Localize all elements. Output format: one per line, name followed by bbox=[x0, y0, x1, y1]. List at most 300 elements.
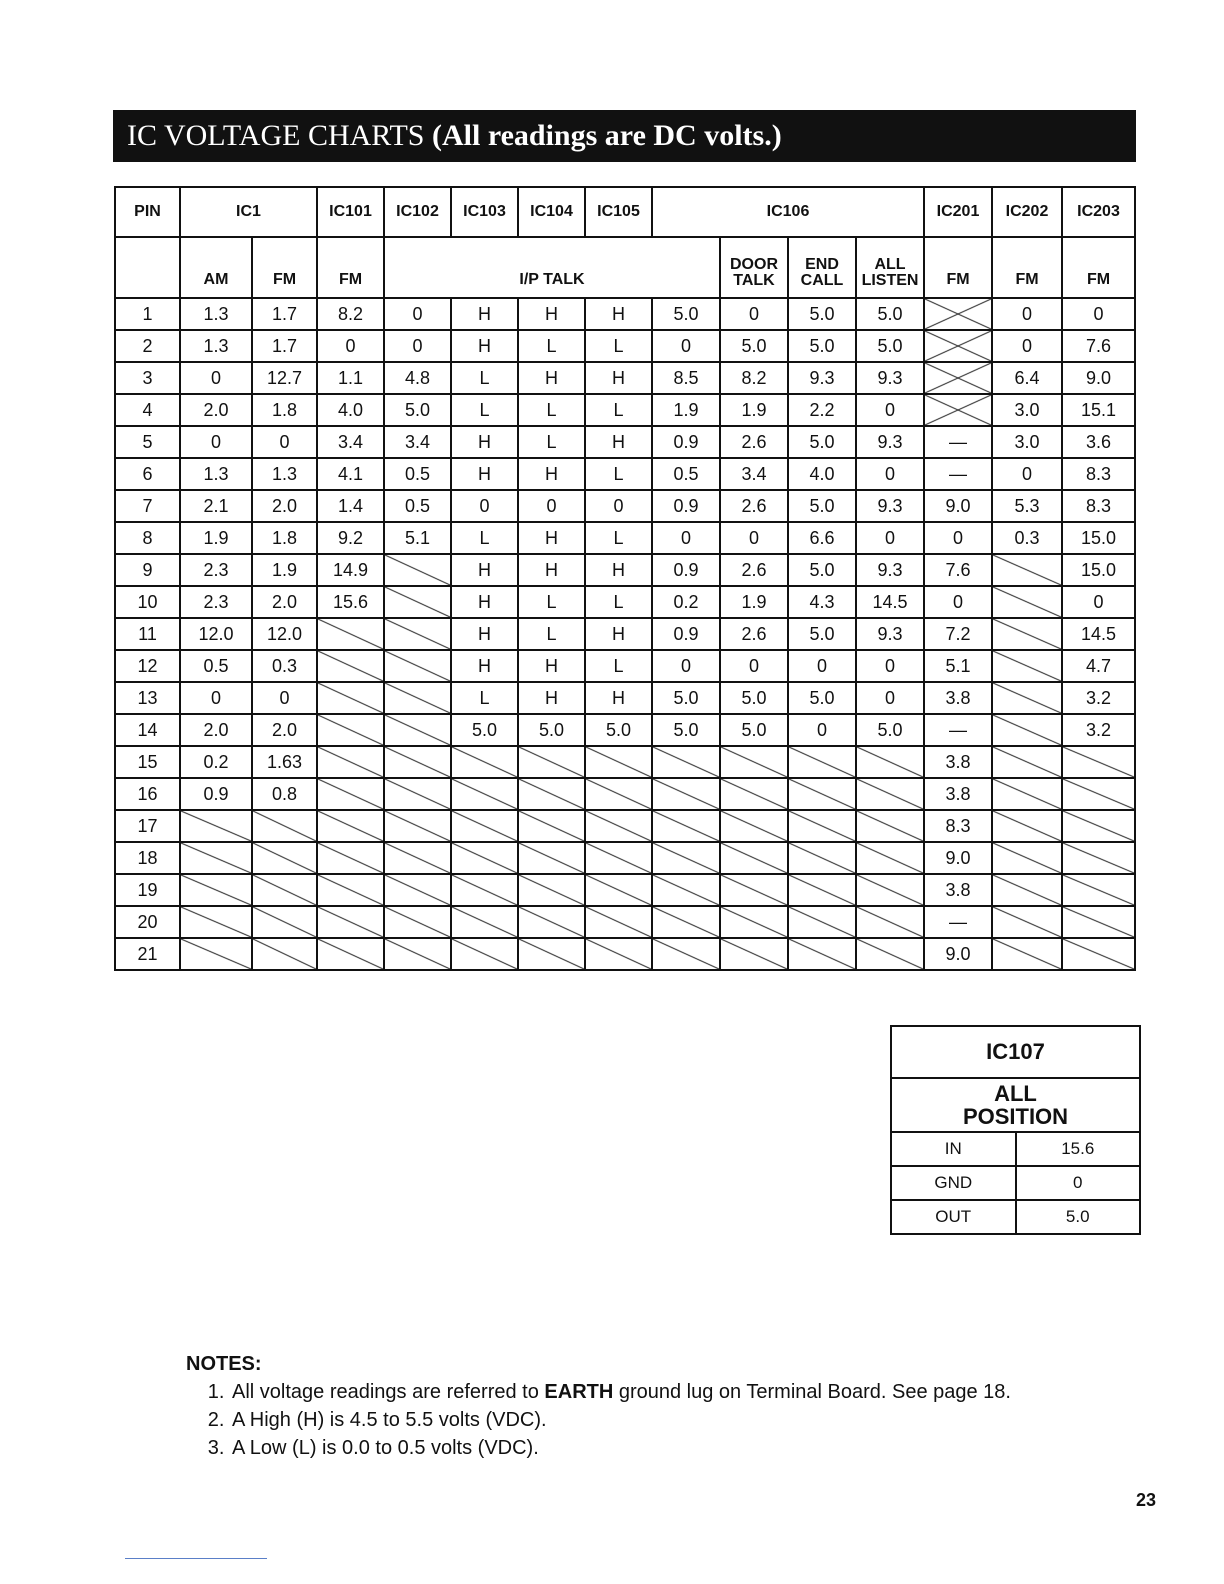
voltage-cell: 0 bbox=[924, 586, 992, 618]
ic107-subtitle-line2: POSITION bbox=[962, 1104, 1069, 1129]
voltage-cell: 5.0 bbox=[788, 426, 856, 458]
voltage-cell: 1.7 bbox=[252, 330, 317, 362]
voltage-cell: H bbox=[585, 426, 652, 458]
voltage-cell: 0.9 bbox=[652, 490, 720, 522]
voltage-cell: 5.0 bbox=[856, 298, 924, 330]
voltage-cell: 0 bbox=[384, 298, 451, 330]
not-applicable-cell bbox=[856, 874, 924, 906]
voltage-cell: 8.5 bbox=[652, 362, 720, 394]
table-row bbox=[115, 842, 1135, 874]
voltage-cell: — bbox=[924, 458, 992, 490]
voltage-cell: L bbox=[585, 394, 652, 426]
voltage-cell: 8.3 bbox=[1062, 458, 1135, 490]
voltage-cell: 0 bbox=[856, 394, 924, 426]
not-applicable-cell bbox=[384, 842, 451, 874]
header-ic1: IC1 bbox=[180, 187, 317, 237]
voltage-cell: 2.0 bbox=[180, 394, 252, 426]
not-applicable-cell bbox=[317, 746, 384, 778]
voltage-cell: L bbox=[518, 394, 585, 426]
voltage-cell: H bbox=[585, 554, 652, 586]
title-paren: (All readings are DC volts.) bbox=[432, 119, 782, 152]
voltage-cell: H bbox=[451, 618, 518, 650]
voltage-cell: 0 bbox=[856, 682, 924, 714]
voltage-cell: 5.0 bbox=[788, 618, 856, 650]
pin-number: 15 bbox=[115, 746, 180, 778]
voltage-cell: 12.0 bbox=[252, 618, 317, 650]
not-applicable-cell bbox=[518, 810, 585, 842]
voltage-cell: 15.0 bbox=[1062, 522, 1135, 554]
voltage-cell: 1.9 bbox=[720, 394, 788, 426]
voltage-cell: 2.3 bbox=[180, 586, 252, 618]
not-applicable-cell bbox=[384, 682, 451, 714]
not-applicable-cell bbox=[720, 906, 788, 938]
voltage-cell: H bbox=[518, 362, 585, 394]
voltage-cell: 3.0 bbox=[992, 394, 1062, 426]
not-applicable-cell bbox=[252, 874, 317, 906]
voltage-cell: H bbox=[451, 426, 518, 458]
table-row bbox=[115, 330, 1135, 362]
pin-number: 13 bbox=[115, 682, 180, 714]
voltage-cell: 8.2 bbox=[317, 298, 384, 330]
voltage-cell: 9.2 bbox=[317, 522, 384, 554]
voltage-cell: 0.2 bbox=[180, 746, 252, 778]
not-applicable-cell bbox=[585, 874, 652, 906]
voltage-cell: 2.6 bbox=[720, 490, 788, 522]
notes-list bbox=[186, 1378, 1011, 1462]
not-used-cell-x bbox=[924, 394, 992, 426]
not-applicable-cell bbox=[317, 810, 384, 842]
not-applicable-cell bbox=[992, 746, 1062, 778]
header-ic202-fm: FM bbox=[992, 237, 1062, 298]
voltage-cell: 15.0 bbox=[1062, 554, 1135, 586]
voltage-cell: 0 bbox=[720, 650, 788, 682]
voltage-cell: 0.2 bbox=[652, 586, 720, 618]
voltage-cell: 5.0 bbox=[652, 298, 720, 330]
pin-number: 6 bbox=[115, 458, 180, 490]
not-applicable-cell bbox=[720, 938, 788, 970]
voltage-cell: L bbox=[451, 522, 518, 554]
voltage-cell: 0 bbox=[180, 426, 252, 458]
not-used-cell-x bbox=[924, 330, 992, 362]
not-applicable-cell bbox=[384, 554, 451, 586]
not-applicable-cell bbox=[585, 938, 652, 970]
voltage-cell: 0 bbox=[652, 650, 720, 682]
voltage-cell: — bbox=[924, 426, 992, 458]
voltage-cell: 5.0 bbox=[384, 394, 451, 426]
voltage-cell: 3.8 bbox=[924, 874, 992, 906]
header-ic202: IC202 bbox=[992, 187, 1062, 237]
voltage-cell: H bbox=[451, 586, 518, 618]
not-applicable-cell bbox=[652, 810, 720, 842]
voltage-cell: — bbox=[924, 714, 992, 746]
voltage-cell: H bbox=[518, 458, 585, 490]
voltage-cell: 5.0 bbox=[788, 682, 856, 714]
not-applicable-cell bbox=[384, 650, 451, 682]
not-applicable-cell bbox=[180, 906, 252, 938]
not-applicable-cell bbox=[451, 938, 518, 970]
voltage-cell: H bbox=[451, 650, 518, 682]
table-row bbox=[115, 810, 1135, 842]
notes-heading: NOTES: bbox=[186, 1353, 262, 1375]
voltage-cell: 7.6 bbox=[1062, 330, 1135, 362]
voltage-cell: 2.1 bbox=[180, 490, 252, 522]
voltage-cell: 14.5 bbox=[856, 586, 924, 618]
not-applicable-cell bbox=[317, 906, 384, 938]
voltage-cell: 9.3 bbox=[856, 490, 924, 522]
voltage-cell: H bbox=[585, 298, 652, 330]
voltage-cell: 14.5 bbox=[1062, 618, 1135, 650]
ic107-title: IC107 bbox=[891, 1026, 1140, 1078]
note-item-2: 2. A High (H) is 4.5 to 5.5 volts (VDC). bbox=[230, 1406, 1011, 1434]
header-end-call-line1: END bbox=[805, 256, 839, 273]
voltage-cell: 5.0 bbox=[451, 714, 518, 746]
voltage-cell: 2.0 bbox=[180, 714, 252, 746]
ic107-row-in bbox=[891, 1132, 1140, 1166]
voltage-cell: 0.5 bbox=[384, 490, 451, 522]
voltage-cell: H bbox=[585, 362, 652, 394]
not-applicable-cell bbox=[720, 842, 788, 874]
pin-number: 17 bbox=[115, 810, 180, 842]
voltage-cell: 0 bbox=[856, 650, 924, 682]
not-applicable-cell bbox=[451, 842, 518, 874]
voltage-cell: 0 bbox=[1062, 298, 1135, 330]
table-row bbox=[115, 362, 1135, 394]
not-applicable-cell bbox=[180, 874, 252, 906]
voltage-cell: 9.0 bbox=[924, 490, 992, 522]
ic107-pin-value: 5.0 bbox=[1016, 1200, 1141, 1234]
voltage-cell: 5.0 bbox=[652, 682, 720, 714]
not-applicable-cell bbox=[992, 714, 1062, 746]
voltage-cell: H bbox=[518, 682, 585, 714]
voltage-cell: 15.6 bbox=[317, 586, 384, 618]
header-ic103: IC103 bbox=[451, 187, 518, 237]
notes-section bbox=[186, 1350, 1011, 1462]
voltage-cell: 0 bbox=[924, 522, 992, 554]
pin-number: 14 bbox=[115, 714, 180, 746]
voltage-cell: 9.3 bbox=[856, 554, 924, 586]
table-row bbox=[115, 714, 1135, 746]
voltage-cell: 1.3 bbox=[252, 458, 317, 490]
not-applicable-cell bbox=[384, 778, 451, 810]
voltage-cell: 3.4 bbox=[720, 458, 788, 490]
ic-voltage-table bbox=[114, 186, 1136, 971]
voltage-cell: 5.0 bbox=[518, 714, 585, 746]
not-applicable-cell bbox=[585, 906, 652, 938]
not-applicable-cell bbox=[652, 746, 720, 778]
voltage-cell: 3.6 bbox=[1062, 426, 1135, 458]
ic107-pin-label: OUT bbox=[891, 1200, 1016, 1234]
pin-number: 12 bbox=[115, 650, 180, 682]
table-row bbox=[115, 298, 1135, 330]
table-row bbox=[115, 938, 1135, 970]
not-applicable-cell bbox=[317, 778, 384, 810]
not-used-cell-x bbox=[924, 362, 992, 394]
voltage-cell: 1.1 bbox=[317, 362, 384, 394]
voltage-cell: 9.3 bbox=[788, 362, 856, 394]
note-item-1 bbox=[230, 1378, 1011, 1406]
voltage-cell: 1.3 bbox=[180, 330, 252, 362]
table-row bbox=[115, 394, 1135, 426]
ic107-pin-value: 0 bbox=[1016, 1166, 1141, 1200]
voltage-cell: 0.9 bbox=[652, 426, 720, 458]
voltage-cell: 6.4 bbox=[992, 362, 1062, 394]
table-row bbox=[115, 426, 1135, 458]
not-applicable-cell bbox=[317, 714, 384, 746]
voltage-cell: 0.5 bbox=[384, 458, 451, 490]
voltage-cell: 3.8 bbox=[924, 746, 992, 778]
not-applicable-cell bbox=[252, 842, 317, 874]
header-pin-blank bbox=[115, 237, 180, 298]
not-applicable-cell bbox=[518, 778, 585, 810]
voltage-cell: 4.7 bbox=[1062, 650, 1135, 682]
ic107-pin-label: IN bbox=[891, 1132, 1016, 1166]
voltage-cell: 5.3 bbox=[992, 490, 1062, 522]
voltage-cell: 3.8 bbox=[924, 778, 992, 810]
voltage-cell: 4.0 bbox=[317, 394, 384, 426]
voltage-cell: 0 bbox=[720, 298, 788, 330]
voltage-cell: 0 bbox=[788, 650, 856, 682]
header-all-listen-line2: LISTEN bbox=[861, 272, 919, 289]
not-applicable-cell bbox=[720, 778, 788, 810]
voltage-cell: 5.0 bbox=[585, 714, 652, 746]
header-ic106: IC106 bbox=[652, 187, 924, 237]
not-applicable-cell bbox=[317, 618, 384, 650]
voltage-cell: 3.2 bbox=[1062, 714, 1135, 746]
voltage-cell: 6.6 bbox=[788, 522, 856, 554]
not-applicable-cell bbox=[788, 906, 856, 938]
voltage-cell: 2.6 bbox=[720, 426, 788, 458]
not-applicable-cell bbox=[1062, 842, 1135, 874]
voltage-cell: 2.6 bbox=[720, 554, 788, 586]
not-applicable-cell bbox=[518, 938, 585, 970]
voltage-cell: 0.9 bbox=[180, 778, 252, 810]
ic107-subtitle bbox=[891, 1078, 1140, 1132]
voltage-cell: H bbox=[518, 522, 585, 554]
header-pin: PIN bbox=[115, 187, 180, 237]
header-ic101: IC101 bbox=[317, 187, 384, 237]
voltage-cell: 15.1 bbox=[1062, 394, 1135, 426]
pin-number: 11 bbox=[115, 618, 180, 650]
voltage-cell: L bbox=[451, 394, 518, 426]
voltage-cell: H bbox=[451, 458, 518, 490]
voltage-cell: 4.1 bbox=[317, 458, 384, 490]
not-applicable-cell bbox=[856, 938, 924, 970]
voltage-cell: 9.0 bbox=[924, 938, 992, 970]
voltage-cell: 0.5 bbox=[652, 458, 720, 490]
note-item-3: 3. A Low (L) is 0.0 to 0.5 volts (VDC). bbox=[230, 1434, 1011, 1462]
not-applicable-cell bbox=[1062, 778, 1135, 810]
header-end-call bbox=[788, 237, 856, 298]
voltage-cell: 1.9 bbox=[252, 554, 317, 586]
voltage-cell: 0 bbox=[252, 682, 317, 714]
table-row bbox=[115, 906, 1135, 938]
not-applicable-cell bbox=[652, 938, 720, 970]
voltage-cell: 5.0 bbox=[720, 682, 788, 714]
ic107-row-out bbox=[891, 1200, 1140, 1234]
not-applicable-cell bbox=[317, 842, 384, 874]
not-applicable-cell bbox=[992, 682, 1062, 714]
pin-number: 3 bbox=[115, 362, 180, 394]
not-applicable-cell bbox=[788, 938, 856, 970]
voltage-cell: 0 bbox=[518, 490, 585, 522]
voltage-cell: 0.5 bbox=[180, 650, 252, 682]
voltage-cell: 0 bbox=[252, 426, 317, 458]
voltage-cell: 2.6 bbox=[720, 618, 788, 650]
voltage-cell: 8.3 bbox=[924, 810, 992, 842]
not-applicable-cell bbox=[451, 810, 518, 842]
not-applicable-cell bbox=[317, 682, 384, 714]
header-am: AM bbox=[180, 237, 252, 298]
footer-rule bbox=[125, 1558, 267, 1559]
not-applicable-cell bbox=[856, 746, 924, 778]
table-row bbox=[115, 778, 1135, 810]
not-applicable-cell bbox=[720, 874, 788, 906]
voltage-cell: 0 bbox=[856, 522, 924, 554]
voltage-cell: 0 bbox=[317, 330, 384, 362]
not-applicable-cell bbox=[384, 810, 451, 842]
voltage-cell: 3.8 bbox=[924, 682, 992, 714]
voltage-cell: 2.0 bbox=[252, 490, 317, 522]
voltage-cell: 4.8 bbox=[384, 362, 451, 394]
voltage-cell: 5.0 bbox=[720, 330, 788, 362]
voltage-cell: 7.6 bbox=[924, 554, 992, 586]
voltage-cell: 0 bbox=[992, 298, 1062, 330]
not-applicable-cell bbox=[856, 906, 924, 938]
voltage-cell: 8.2 bbox=[720, 362, 788, 394]
voltage-cell: L bbox=[518, 618, 585, 650]
not-applicable-cell bbox=[317, 938, 384, 970]
voltage-cell: 0 bbox=[788, 714, 856, 746]
not-applicable-cell bbox=[652, 778, 720, 810]
pin-number: 10 bbox=[115, 586, 180, 618]
table-row bbox=[115, 746, 1135, 778]
voltage-cell: 3.4 bbox=[317, 426, 384, 458]
pin-number: 4 bbox=[115, 394, 180, 426]
not-applicable-cell bbox=[518, 874, 585, 906]
voltage-cell: 1.3 bbox=[180, 298, 252, 330]
title-main: IC VOLTAGE CHARTS bbox=[127, 119, 425, 152]
not-applicable-cell bbox=[992, 874, 1062, 906]
voltage-cell: H bbox=[518, 554, 585, 586]
voltage-cell: 0.9 bbox=[652, 554, 720, 586]
voltage-cell: 9.3 bbox=[856, 618, 924, 650]
voltage-cell: L bbox=[585, 650, 652, 682]
voltage-cell: 0 bbox=[585, 490, 652, 522]
voltage-cell: L bbox=[585, 330, 652, 362]
voltage-cell: 7.2 bbox=[924, 618, 992, 650]
not-applicable-cell bbox=[384, 746, 451, 778]
pin-number: 9 bbox=[115, 554, 180, 586]
voltage-cell: 12.0 bbox=[180, 618, 252, 650]
header-ic102: IC102 bbox=[384, 187, 451, 237]
voltage-cell: L bbox=[518, 330, 585, 362]
not-applicable-cell bbox=[384, 586, 451, 618]
voltage-cell: 0 bbox=[180, 682, 252, 714]
voltage-cell: 0.9 bbox=[652, 618, 720, 650]
ic107-table bbox=[890, 1025, 1141, 1235]
not-applicable-cell bbox=[788, 778, 856, 810]
not-applicable-cell bbox=[585, 810, 652, 842]
table-row bbox=[115, 522, 1135, 554]
voltage-cell: 4.3 bbox=[788, 586, 856, 618]
not-applicable-cell bbox=[518, 746, 585, 778]
not-applicable-cell bbox=[180, 938, 252, 970]
note1-earth: EARTH bbox=[544, 1381, 614, 1403]
not-applicable-cell bbox=[856, 842, 924, 874]
table-row bbox=[115, 682, 1135, 714]
voltage-cell: 5.1 bbox=[384, 522, 451, 554]
voltage-cell: 5.0 bbox=[856, 330, 924, 362]
voltage-cell: 5.1 bbox=[924, 650, 992, 682]
pin-number: 5 bbox=[115, 426, 180, 458]
header-door-talk-line2: TALK bbox=[733, 272, 775, 289]
voltage-cell: 3.0 bbox=[992, 426, 1062, 458]
not-applicable-cell bbox=[992, 778, 1062, 810]
not-applicable-cell bbox=[252, 938, 317, 970]
table-row bbox=[115, 490, 1135, 522]
voltage-cell: L bbox=[451, 682, 518, 714]
pin-number: 7 bbox=[115, 490, 180, 522]
not-applicable-cell bbox=[788, 842, 856, 874]
voltage-cell: L bbox=[518, 426, 585, 458]
not-applicable-cell bbox=[451, 874, 518, 906]
pin-number: 20 bbox=[115, 906, 180, 938]
voltage-cell: 2.2 bbox=[788, 394, 856, 426]
voltage-cell: 0.8 bbox=[252, 778, 317, 810]
voltage-cell: L bbox=[585, 586, 652, 618]
not-applicable-cell bbox=[856, 810, 924, 842]
pin-number: 18 bbox=[115, 842, 180, 874]
not-applicable-cell bbox=[317, 650, 384, 682]
voltage-cell: 0.3 bbox=[992, 522, 1062, 554]
header-ic1-fm: FM bbox=[252, 237, 317, 298]
table-row bbox=[115, 874, 1135, 906]
note1-text-before: All voltage readings are referred to bbox=[232, 1381, 545, 1403]
voltage-cell: 1.7 bbox=[252, 298, 317, 330]
not-applicable-cell bbox=[1062, 906, 1135, 938]
voltage-cell: 1.4 bbox=[317, 490, 384, 522]
voltage-cell: L bbox=[585, 522, 652, 554]
pin-number: 8 bbox=[115, 522, 180, 554]
not-used-cell-x bbox=[924, 298, 992, 330]
voltage-cell: 1.9 bbox=[180, 522, 252, 554]
table-row bbox=[115, 458, 1135, 490]
voltage-cell: 5.0 bbox=[788, 330, 856, 362]
voltage-cell: 0 bbox=[856, 458, 924, 490]
voltage-cell: 12.7 bbox=[252, 362, 317, 394]
not-applicable-cell bbox=[585, 778, 652, 810]
voltage-cell: 5.0 bbox=[788, 554, 856, 586]
voltage-cell: H bbox=[451, 330, 518, 362]
page-number: 23 bbox=[1136, 1490, 1157, 1510]
ic107-pin-label: GND bbox=[891, 1166, 1016, 1200]
voltage-cell: 5.0 bbox=[788, 298, 856, 330]
pin-number: 2 bbox=[115, 330, 180, 362]
table-body bbox=[115, 298, 1135, 970]
header-door-talk bbox=[720, 237, 788, 298]
table-row bbox=[115, 650, 1135, 682]
not-applicable-cell bbox=[992, 650, 1062, 682]
pin-number: 1 bbox=[115, 298, 180, 330]
not-applicable-cell bbox=[788, 746, 856, 778]
not-applicable-cell bbox=[992, 618, 1062, 650]
voltage-cell: 1.3 bbox=[180, 458, 252, 490]
voltage-cell: L bbox=[585, 458, 652, 490]
voltage-cell: 0 bbox=[1062, 586, 1135, 618]
not-applicable-cell bbox=[451, 746, 518, 778]
not-applicable-cell bbox=[384, 938, 451, 970]
voltage-cell: 1.8 bbox=[252, 394, 317, 426]
